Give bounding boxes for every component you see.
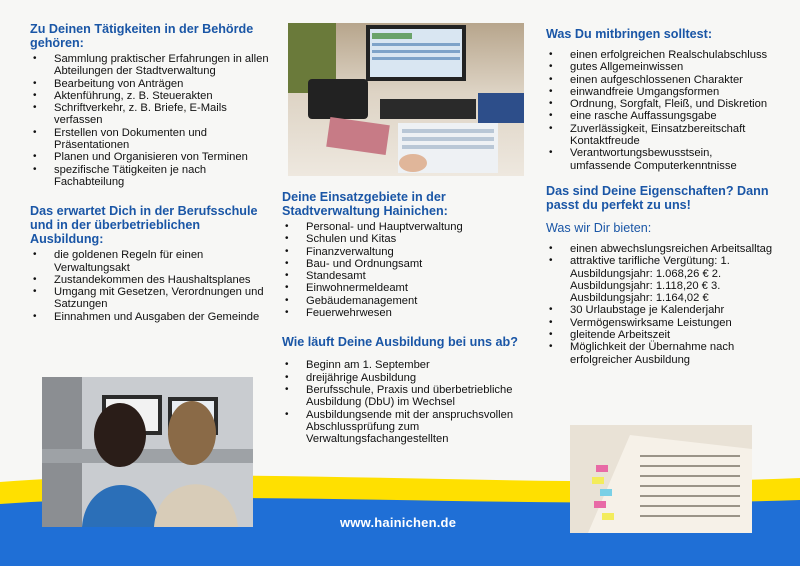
list-item: • Erstellen von Dokumenten und Präsentationen <box>30 127 270 152</box>
list-item: • Personal- und Hauptverwaltung <box>282 221 532 233</box>
column-middle <box>282 190 532 445</box>
list-item: • die goldenen Regeln für einen Verwaltungsakt <box>30 249 270 274</box>
heading-eigenschaften: Das sind Deine Eigenschaften? Dann passt du perfekt zu uns! <box>546 183 769 212</box>
heading-einsatzgebiete: Deine Einsatzgebiete in der Stadtverwaltung Hainichen: <box>282 190 448 218</box>
list-item: • Berufsschule, Praxis und überbetriebliche Ausbildung (DbU) im Wechsel <box>282 384 532 409</box>
column-right <box>546 27 776 366</box>
list-item: • Zustandekommen des Haushaltsplanes <box>30 274 270 286</box>
list-item: • Zuverlässigkeit, Einsatzbereitschaft Kontaktfreude <box>546 123 776 148</box>
list-item: • Vermögenswirksame Leistungen <box>546 317 776 329</box>
list-item: • Einwohnermeldeamt <box>282 282 532 294</box>
list-item: • Einnahmen und Ausgaben der Gemeinde <box>30 311 270 323</box>
list-mitbringen <box>546 49 776 172</box>
list-item: • einen erfolgreichen Realschulabschluss <box>546 49 776 61</box>
list-berufsschule <box>30 249 270 323</box>
list-item: • Gebäudemanagement <box>282 295 532 307</box>
list-item: • Ordnung, Sorgfalt, Fleiß, und Diskretion <box>546 98 776 110</box>
heading-berufsschule: Das erwartet Dich in der Berufsschule und in der überbetrieblichen Ausbildung: <box>30 204 258 247</box>
list-item: • Feuerwehrwesen <box>282 307 532 319</box>
list-item: • Möglichkeit der Übernahme nach erfolgreicher Ausbildung <box>546 341 776 366</box>
list-item: • Schulen und Kitas <box>282 233 532 245</box>
list-item: • Umgang mit Gesetzen, Verordnungen und Satzungen <box>30 286 270 311</box>
heading-taetigkeiten: Zu Deinen Tätigkeiten in der Behörde gehören: <box>30 22 254 50</box>
list-ausbildung <box>282 359 532 445</box>
law-book-photo <box>570 425 752 533</box>
list-item: • Bearbeitung von Anträgen <box>30 78 270 90</box>
list-item: • Standesamt <box>282 270 532 282</box>
list-einsatzgebiete <box>282 221 532 319</box>
heading-mitbringen: Was Du mitbringen solltest: <box>546 27 713 41</box>
website-url[interactable]: www.hainichen.de <box>340 515 457 530</box>
list-item: • gleitende Arbeitszeit <box>546 329 776 341</box>
list-item: • einwandfreie Umgangsformen <box>546 86 776 98</box>
column-left <box>30 22 270 323</box>
list-item: • Verantwortungsbewusstsein, umfassende Computerkenntnisse <box>546 147 776 172</box>
trainees-photo <box>42 377 253 527</box>
list-item: • Beginn am 1. September <box>282 359 532 371</box>
heading-ausbildung: Wie läuft Deine Ausbildung bei uns ab? <box>282 335 518 350</box>
list-item: • einen aufgeschlossenen Charakter <box>546 74 776 86</box>
list-item: • attraktive tarifliche Vergütung: 1. Ausbildungsjahr: 1.068,26 € 2. Ausbildungsjahr: 1.118,20 € 3. Ausbildungsjahr: 1.164,02 € <box>546 255 776 304</box>
list-taetigkeiten <box>30 53 270 188</box>
list-item: • Planen und Organisieren von Terminen <box>30 151 270 163</box>
list-item: • gutes Allgemeinwissen <box>546 61 776 73</box>
list-item: • eine rasche Auffassungsgabe <box>546 110 776 122</box>
list-item: • Ausbildungsende mit der anspruchsvollen Abschlussprüfung zum Verwaltungsfachangestellten <box>282 409 532 446</box>
list-item: • einen abwechslungsreichen Arbeitsalltag <box>546 243 776 255</box>
office-desk-photo <box>288 23 524 176</box>
list-item: • Sammlung praktischer Erfahrungen in allen Abteilungen der Stadtverwaltung <box>30 53 270 78</box>
heading-bieten: Was wir Dir bieten: <box>546 220 652 235</box>
list-item: • spezifische Tätigkeiten je nach Fachabteilung <box>30 164 270 189</box>
list-item: • Aktenführung, z. B. Steuerakten <box>30 90 270 102</box>
list-item: • Schriftverkehr, z. B. Briefe, E-Mails verfassen <box>30 102 270 127</box>
list-bieten <box>546 243 776 366</box>
list-item: • 30 Urlaubstage je Kalenderjahr <box>546 304 776 316</box>
list-item: • dreijährige Ausbildung <box>282 372 532 384</box>
list-item: • Bau- und Ordnungsamt <box>282 258 532 270</box>
list-item: • Finanzverwaltung <box>282 246 532 258</box>
